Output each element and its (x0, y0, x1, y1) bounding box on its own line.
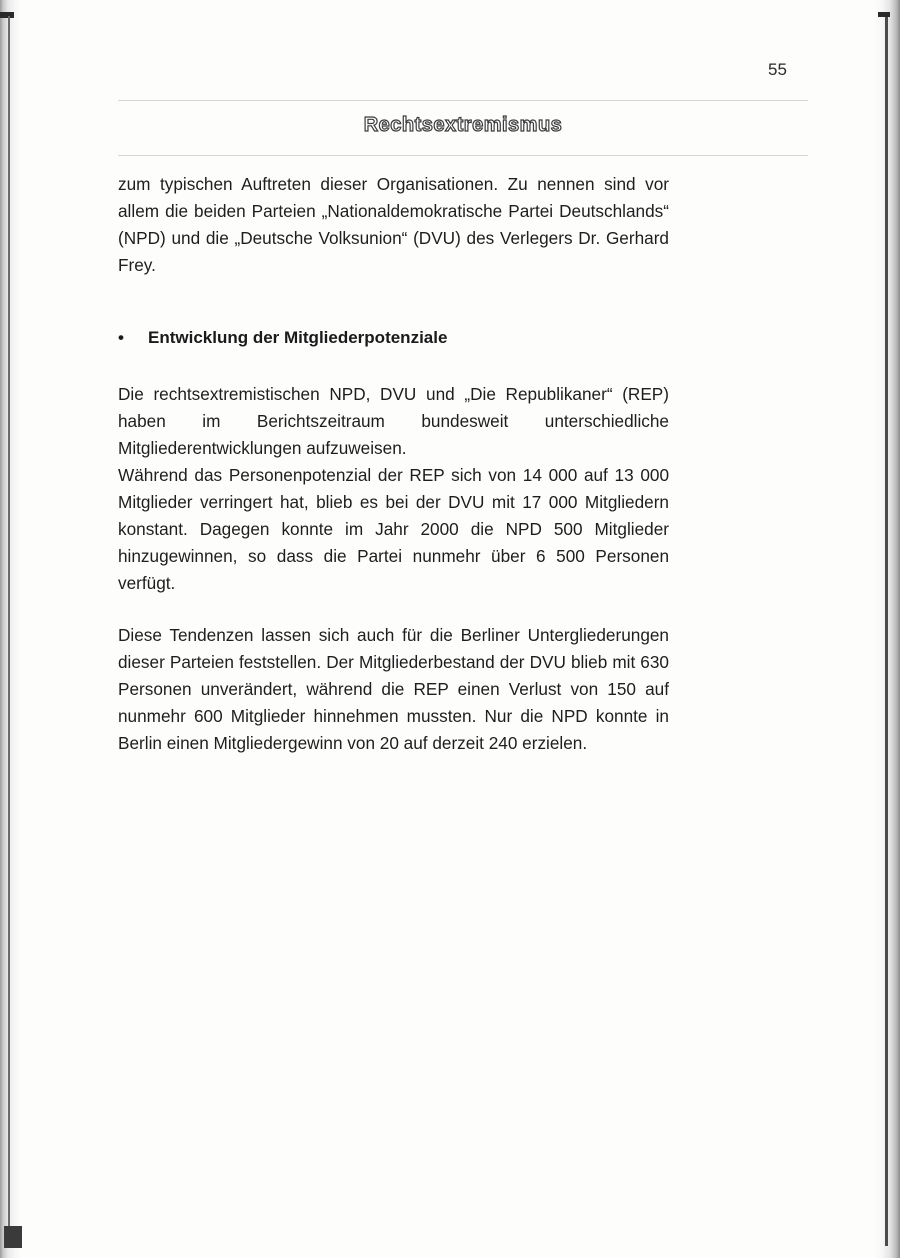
intro-paragraph: zum typischen Auftreten dieser Organisationen. Zu nennen sind vor allem die beiden Parteien „Nationaldemokratische Partei Deutschlands“ (NPD) und die „Deutsche Volksunion“ (DVU) des Verlegers Dr. Gerhard Frey. (118, 174, 669, 275)
scan-line-right (885, 14, 888, 1246)
running-title: Rechtsextremismus (363, 114, 563, 136)
paragraph-membership-numbers: Während das Personenpotenzial der REP sich von 14 000 auf 13 000 Mitglieder verringert hat, blieb es bei der DVU mit 17 000 Mitgliedern konstant. Dagegen konnte im Jahr 2000 die NPD 500 Mitglieder hinzugewinnen, so dass die Partei nunmehr über 6 500 Personen verfügt. (118, 465, 669, 593)
header-rule-bottom (118, 155, 808, 156)
paragraph-berlin-trends: Diese Tendenzen lassen sich auch für die Berliner Untergliederungen dieser Parteien feststellen. Der Mitgliederbestand der DVU blieb mit 630 Personen unverändert, während die REP einen Verlust von 150 auf nunmehr 600 Mitglieder hinnehmen mussten. Nur die NPD konnte in Berlin einen Mitgliedergewinn von 20 auf derzeit 240 erzielen. (118, 625, 669, 753)
scan-mark-top-right (878, 12, 890, 17)
scan-edge-left (0, 0, 22, 1258)
page-number: 55 (768, 60, 787, 79)
header-rule-top (118, 100, 808, 101)
scan-mark-bottom-left (4, 1226, 22, 1248)
scan-line-left (8, 16, 10, 1236)
section-heading (118, 328, 447, 348)
section-heading-text: Entwicklung der Mitgliederpotenziale (148, 328, 448, 347)
bullet-icon: • (118, 328, 124, 347)
scan-mark-top-left (0, 12, 14, 18)
paragraph-membership-overview: Die rechtsextremistischen NPD, DVU und „Die Republikaner“ (REP) haben im Berichtszeitraum bundesweit unterschiedliche Mitgliederentwicklungen aufzuweisen. (118, 384, 669, 458)
